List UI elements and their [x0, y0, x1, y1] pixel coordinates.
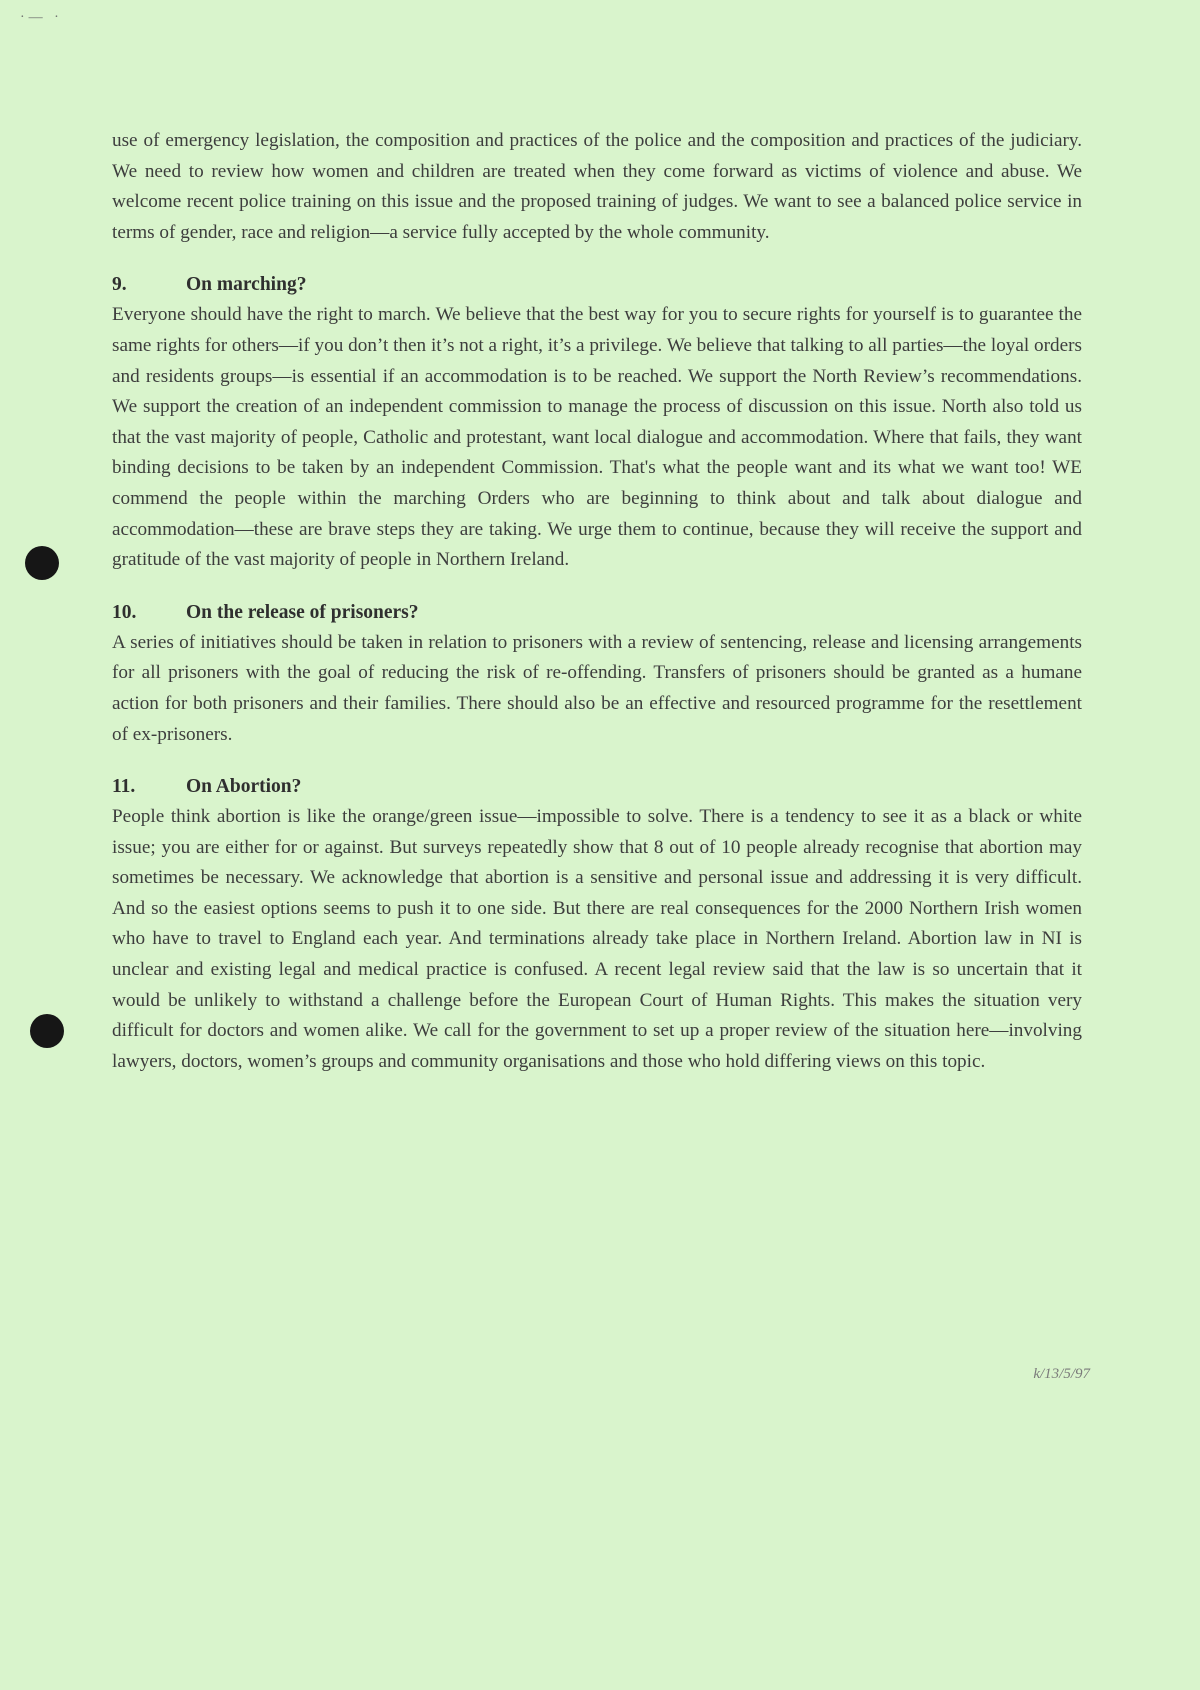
punch-hole-lower: [30, 1014, 64, 1048]
punch-hole-upper: [25, 546, 59, 580]
section-abortion: [112, 772, 1082, 1077]
footer-reference: k/13/5/97: [1033, 1366, 1090, 1382]
section-body: Everyone should have the right to march. We believe that the best way for you to secure rights for yourself is to guarantee the same rights for others—if you don’t then it’s not a right, it’s a privilege. We believe that talking to all parties—the loyal orders and residents groups—is essential if an accommodation is to be reached. We support the North Review’s recommendations. We support the creation of an independent commission to manage the process of discussion on this issue. North also told us that the vast majority of people, Catholic and protestant, want local dialogue and accommodation. Where that fails, they want binding decisions to be taken by an independent Commission. That's what the people want and its what we want too! WE commend the people within the marching Orders who are beginning to think about and talk about dialogue and accommodation—these are brave steps they are taking. We urge them to continue, because they will receive the support and gratitude of the vast majority of people in Northern Ireland.: [112, 304, 1082, 571]
section-title: On marching?: [186, 274, 307, 296]
section-title: On the release of prisoners?: [186, 601, 419, 623]
section-marching: [112, 270, 1082, 575]
section-heading: [112, 772, 1082, 802]
section-prisoners: [112, 598, 1082, 750]
section-heading: [112, 270, 1082, 300]
corner-mark: ·— ·: [20, 10, 63, 25]
section-number: 9.: [112, 274, 127, 296]
intro-paragraph: use of emergency legislation, the composition and practices of the police and the composition and practices of the judiciary. We need to review how women and children are treated when they come forward as victims of violence and abuse. We welcome recent police training on this issue and the proposed training of judges. We want to see a balanced police service in terms of gender, race and religion—a service fully accepted by the whole community.: [112, 130, 1082, 243]
section-body: People think abortion is like the orange/green issue—impossible to solve. There is a tendency to see it as a black or white issue; you are either for or against. But surveys repeatedly show that 8 out of 10 people already recognise that abortion may sometimes be necessary. We acknowledge that abortion is a sensitive and personal issue and addressing it is very difficult. And so the easiest options seems to push it to one side. But there are real consequences for the 2000 Northern Irish women who have to travel to England each year. And terminations already take place in Northern Ireland. Abortion law in NI is unclear and existing legal and medical practice is confused. A recent legal review said that the law is so uncertain that it would be unlikely to withstand a challenge before the European Court of Human Rights. This makes the situation very difficult for doctors and women alike. We call for the government to set up a proper review of the situation here—involving lawyers, doctors, women’s groups and community organisations and those who hold differing views on this topic.: [112, 806, 1082, 1072]
section-title: On Abortion?: [186, 776, 302, 798]
section-body: A series of initiatives should be taken in relation to prisoners with a review of sentencing, release and licensing arrangements for all prisoners with the goal of reducing the risk of re-offending. Transfers of prisoners should be granted as a humane action for both prisoners and their families. There should also be an effective and resourced programme for the resettlement of ex-prisoners.: [112, 631, 1082, 745]
document-body: [112, 126, 1082, 1077]
section-number: 10.: [112, 601, 137, 623]
section-number: 11.: [112, 776, 136, 798]
section-heading: [112, 598, 1082, 628]
